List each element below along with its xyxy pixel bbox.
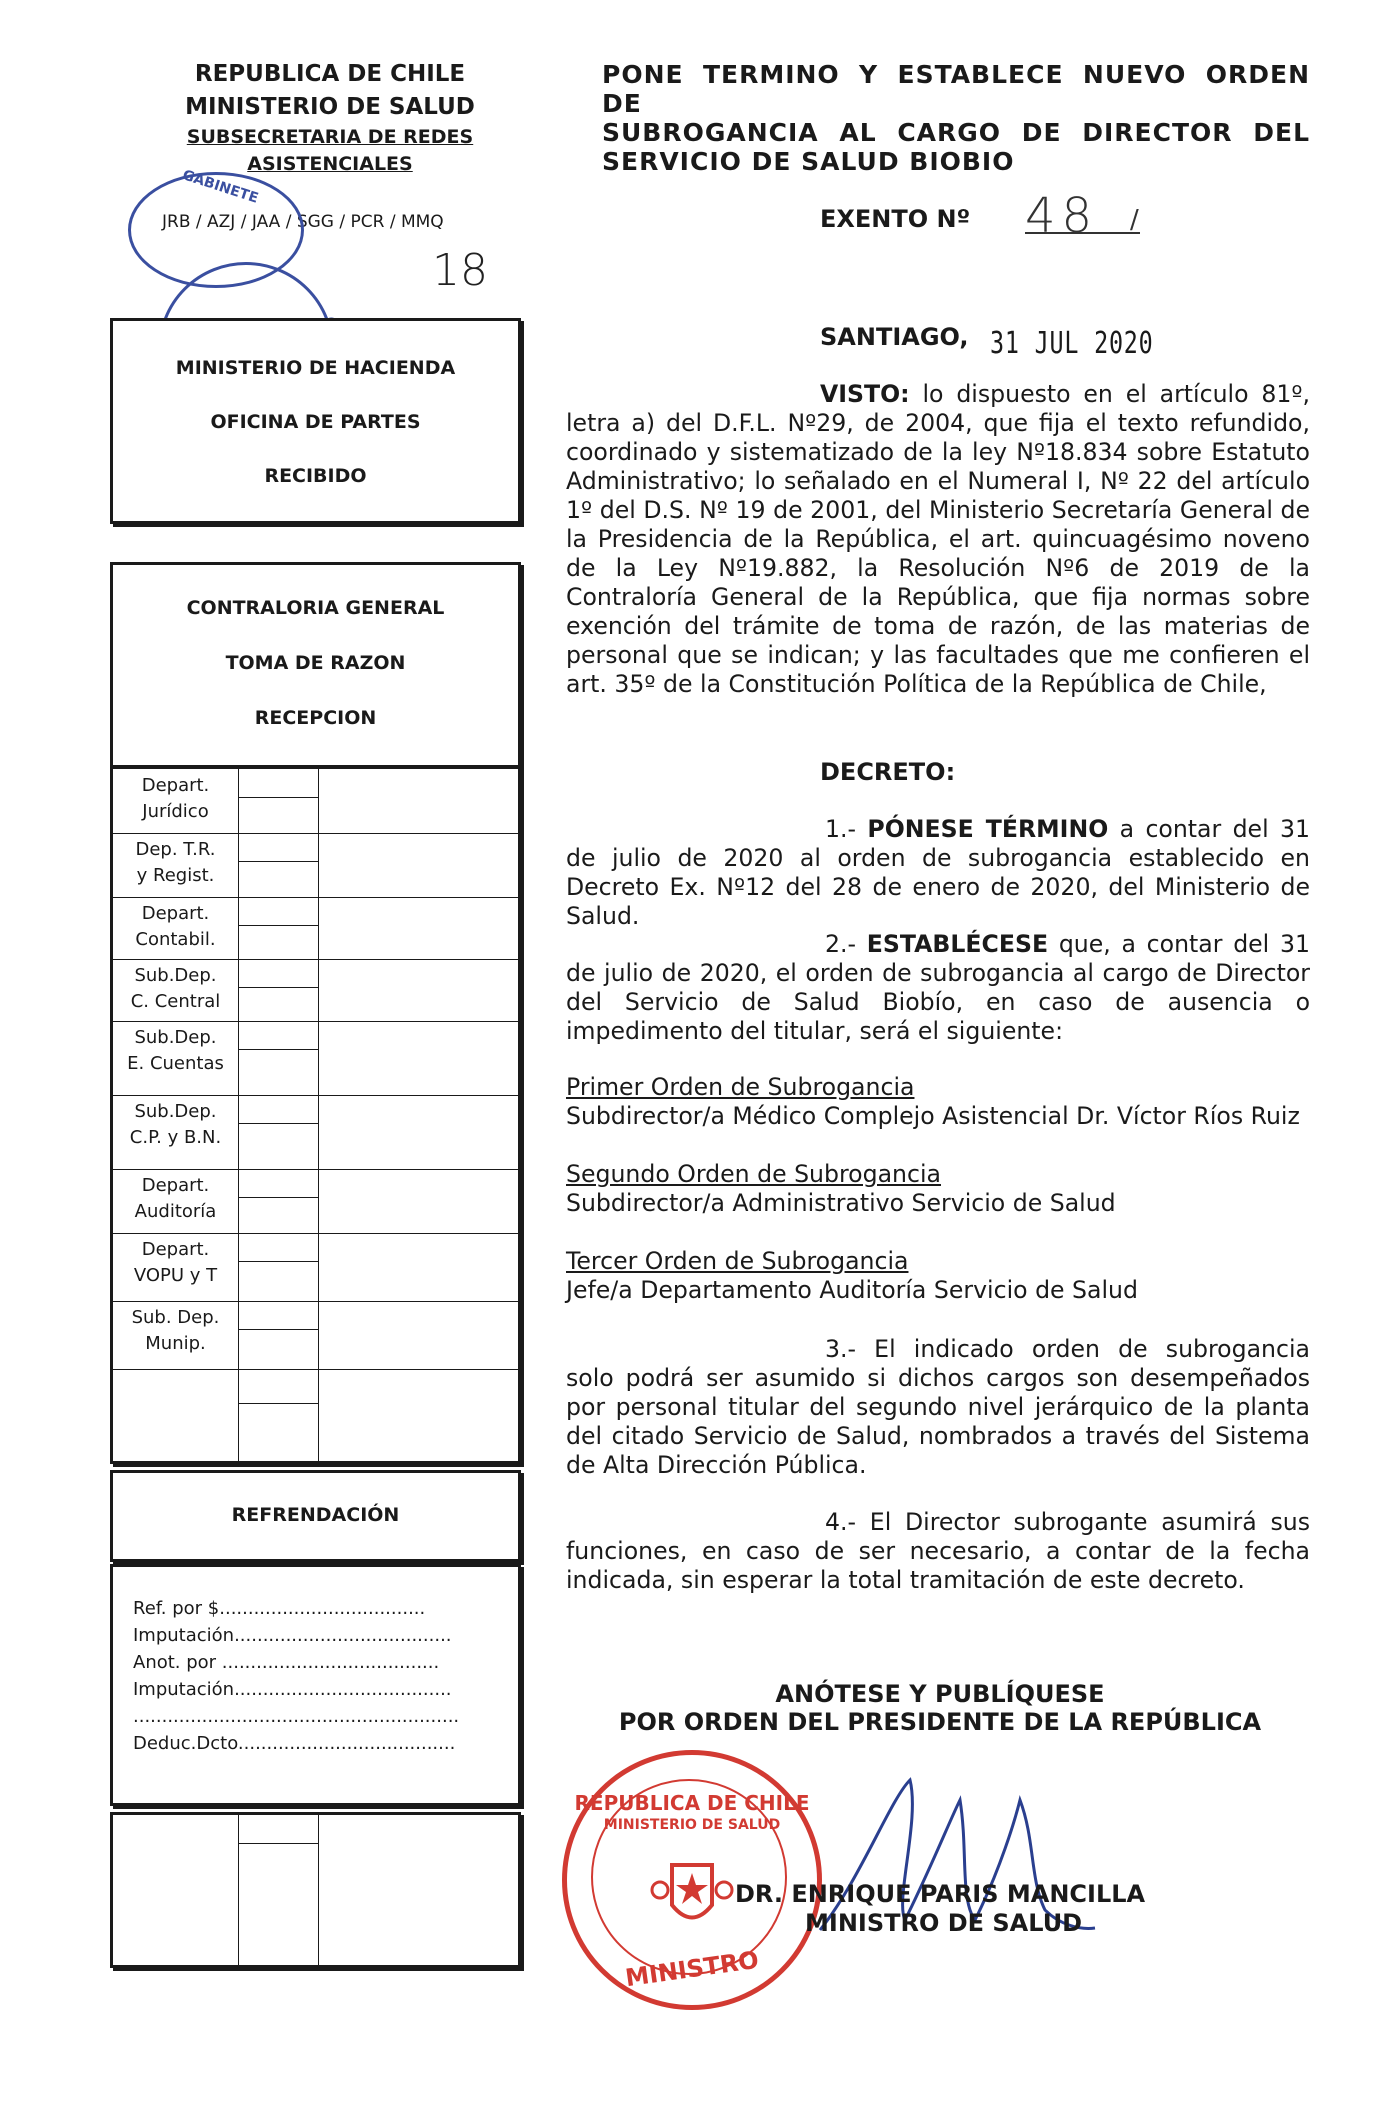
issuer-header — [150, 58, 510, 178]
title-line-1: PONE TERMINO Y ESTABLECE NUEVO ORDEN DE — [602, 60, 1310, 118]
department-label — [113, 837, 238, 889]
refrendacion-line: Imputación...................................... — [133, 1625, 452, 1646]
department-label-line-2: Auditoría — [134, 1201, 217, 1222]
decreto-label: DECRETO: — [820, 758, 956, 786]
santiago-label: SANTIAGO, — [820, 323, 969, 351]
p1-number: 1.- — [825, 815, 857, 843]
department-subline — [238, 797, 318, 798]
title-line-3: SERVICIO DE SALUD BIOBIO — [602, 147, 1015, 176]
decreto-paragraph-4 — [566, 1508, 1310, 1595]
department-row-divider — [113, 959, 518, 960]
departments-divider-2 — [318, 769, 319, 1461]
department-label — [113, 1099, 238, 1151]
department-label-line-2: y Regist. — [136, 865, 215, 886]
order-1-text: Subdirector/a Médico Complejo Asistencial Dr. Víctor Ríos Ruiz — [566, 1102, 1300, 1130]
departments-table — [110, 766, 521, 1464]
signer-role: MINISTRO DE SALUD — [805, 1909, 1083, 1937]
department-subline — [238, 1197, 318, 1198]
seal-bottom-text: MINISTRO — [623, 1945, 761, 1993]
order-1-heading: Primer Orden de Subrogancia — [566, 1073, 915, 1101]
closing-line-2: POR ORDEN DEL PRESIDENTE DE LA REPÚBLICA — [618, 1708, 1262, 1736]
department-label-line-1: Depart. — [141, 1175, 210, 1196]
department-row-divider — [113, 897, 518, 898]
handwritten-number: 18 — [432, 245, 488, 296]
department-label-line-1: Dep. T.R. — [135, 839, 216, 860]
department-label-line-1: Depart. — [141, 775, 210, 796]
bottom-divider-1 — [238, 1815, 239, 1965]
department-label — [113, 1025, 238, 1077]
order-3-text: Jefe/a Departamento Auditoría Servicio de Salud — [566, 1276, 1138, 1304]
contraloria-line-1: CONTRALORIA GENERAL — [186, 597, 445, 619]
bottom-divider-2 — [318, 1815, 319, 1965]
department-label-line-2: C.P. y B.N. — [129, 1127, 222, 1148]
department-row-divider — [113, 1169, 518, 1170]
department-label — [113, 963, 238, 1015]
department-label-line-1: Sub.Dep. — [134, 965, 217, 986]
department-label-line-2: Contabil. — [135, 929, 216, 950]
department-label-line-2: VOPU y T — [133, 1265, 218, 1286]
hacienda-line-1: MINISTERIO DE HACIENDA — [175, 357, 456, 379]
refrendacion-line: Ref. por $.................................... — [133, 1598, 426, 1619]
order-3 — [566, 1247, 1138, 1305]
decreto-paragraph-3 — [566, 1335, 1310, 1480]
visto-paragraph — [566, 380, 1310, 699]
departments-divider-1 — [238, 769, 239, 1461]
department-row-divider — [113, 1369, 518, 1370]
order-1 — [566, 1073, 1300, 1131]
signature-block — [735, 1880, 1145, 1938]
p2-text: que, a contar del 31 de julio de 2020, el orden de subrogancia al cargo de Director del Servicio de Salud Biobío, en caso de ausencia o impedimento del titular, será el siguiente: — [566, 930, 1310, 1045]
issuer-republica: REPUBLICA DE CHILE — [194, 61, 466, 87]
hacienda-line-2: OFICINA DE PARTES — [210, 411, 421, 433]
p2-number: 2.- — [825, 930, 857, 958]
seal-top-text: REPUBLICA DE CHILE — [574, 1791, 810, 1815]
hacienda-line-3: RECIBIDO — [264, 465, 367, 487]
department-label — [113, 1237, 238, 1289]
department-label — [113, 1305, 238, 1357]
department-row-divider — [113, 1021, 518, 1022]
p2-bold: ESTABLÉCESE — [866, 930, 1049, 958]
department-label-line-1: Depart. — [141, 1239, 210, 1260]
closing-line-1: ANÓTESE Y PUBLÍQUESE — [775, 1680, 1105, 1708]
p1-text: a contar del 31 de julio de 2020 al orden de subrogancia establecido en Decreto Ex. Nº12 del 28 de enero de 2020, del Ministerio de Salud. — [566, 815, 1311, 930]
department-label — [113, 1173, 238, 1225]
department-row-divider — [113, 1095, 518, 1096]
exento-number: 48 — [1025, 188, 1099, 244]
exento-label: EXENTO Nº — [820, 205, 971, 233]
coat-of-arms-icon — [642, 1845, 742, 1945]
order-3-heading: Tercer Orden de Subrogancia — [566, 1247, 909, 1275]
order-2-text: Subdirector/a Administrativo Servicio de Salud — [566, 1189, 1116, 1217]
contraloria-line-3: RECEPCION — [254, 707, 377, 729]
department-row-divider — [113, 833, 518, 834]
issuer-subsecretaria-1: SUBSECRETARIA DE REDES — [186, 126, 474, 148]
title-line-2: SUBROGANCIA AL CARGO DE DIRECTOR DEL — [602, 118, 1310, 147]
gabinete-stamp-text: GABINETE — [180, 167, 261, 207]
issuer-ministerio: MINISTERIO DE SALUD — [185, 94, 475, 120]
department-label — [113, 773, 238, 825]
bottom-box — [110, 1812, 521, 1968]
department-label-line-2: C. Central — [130, 991, 221, 1012]
order-2-heading: Segundo Orden de Subrogancia — [566, 1160, 941, 1188]
date-stamp: 31 JUL 2020 — [990, 326, 1154, 361]
order-2 — [566, 1160, 1116, 1218]
decreto-paragraph-2 — [566, 930, 1310, 1046]
department-subline — [238, 1049, 318, 1050]
hacienda-box — [110, 318, 521, 524]
decreto-paragraph-1 — [566, 815, 1310, 931]
department-subline — [238, 861, 318, 862]
visto-text: lo dispuesto en el artículo 81º, letra a) del D.F.L. Nº29, de 2004, que fija el texto refundido, coordinado y sistematizado de la ley Nº18.834 sobre Estatuto Administrativo; lo señalado en el Numeral I, Nº 22 del artículo 1º del D.S. Nº 19 de 2001, del Ministerio Secretaría General de la Presidencia de la República, el art. quincuagésimo noveno de la Ley Nº19.882, la Resolución Nº6 de 2019 de la Contraloría General de la República, que fija normas sobre exención del trámite de toma de razón, de las materias de personal que se indican; y las facultades que me confieren el art. 35º de la Constitución Política de la República de Chile, — [566, 380, 1311, 698]
department-row-divider — [113, 1301, 518, 1302]
department-subline — [238, 1261, 318, 1262]
refrendacion-line: Deduc.Dcto...................................... — [133, 1733, 456, 1754]
contraloria-line-2: TOMA DE RAZON — [225, 652, 406, 674]
department-subline — [238, 1403, 318, 1404]
exento-slash: / — [1130, 205, 1139, 235]
refrendacion-title: REFRENDACIÓN — [231, 1504, 400, 1526]
department-subline — [238, 1329, 318, 1330]
refrendacion-line: ......................................................... — [133, 1706, 460, 1727]
department-label-line-2: E. Cuentas — [127, 1053, 224, 1074]
department-subline — [238, 1123, 318, 1124]
department-label-line-1: Sub.Dep. — [134, 1101, 217, 1122]
exento-underline — [1025, 232, 1140, 234]
refrendacion-box — [110, 1470, 521, 1562]
refrendacion-form — [110, 1564, 521, 1806]
p3-text: 3.- El indicado orden de subrogancia solo podrá ser asumido si dichos cargos son desempeñados por personal titular del segundo nivel jerárquico de la planta del citado Servicio de Salud, nombrados a través del Sistema de Alta Dirección Pública. — [566, 1335, 1310, 1479]
p4-text: 4.- El Director subrogante asumirá sus funciones, en caso de ser necesario, a contar de la fecha indicada, sin esperar la total tramitación de este decreto. — [566, 1508, 1310, 1594]
p1-bold: PÓNESE TÉRMINO — [867, 815, 1109, 843]
department-subline — [238, 925, 318, 926]
department-label — [113, 901, 238, 953]
signer-name: DR. ENRIQUE PARIS MANCILLA — [735, 1880, 1146, 1908]
seal-mid-text: MINISTERIO DE SALUD — [603, 1817, 781, 1833]
department-label-line-1: Sub.Dep. — [134, 1027, 217, 1048]
department-label-line-1: Sub. Dep. — [131, 1307, 220, 1328]
bottom-subline — [238, 1843, 318, 1844]
initials: JRB / AZJ / JAA / SGG / PCR / MMQ — [162, 212, 444, 232]
visto-label: VISTO: — [820, 380, 910, 408]
issuer-subsecretaria-2: ASISTENCIALES — [247, 153, 413, 175]
closing-formula — [560, 1680, 1320, 1736]
refrendacion-line: Anot. por ...................................... — [133, 1652, 440, 1673]
contraloria-box — [110, 562, 521, 768]
department-row-divider — [113, 1233, 518, 1234]
department-label-line-1: Depart. — [141, 903, 210, 924]
department-subline — [238, 987, 318, 988]
department-label-line-2: Jurídico — [142, 801, 209, 822]
document-title — [602, 60, 1310, 176]
department-label-line-2: Munip. — [145, 1333, 206, 1354]
refrendacion-line: Imputación...................................... — [133, 1679, 452, 1700]
